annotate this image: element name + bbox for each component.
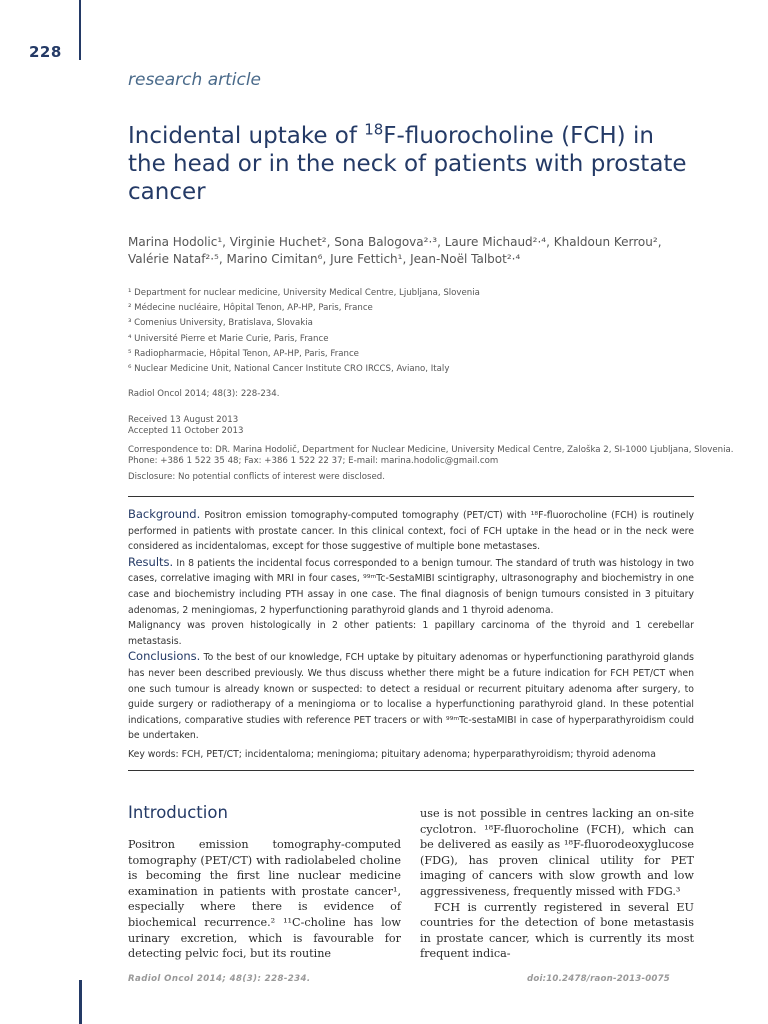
conclusions-heading: Conclusions. bbox=[128, 649, 201, 664]
background-heading: Background. bbox=[128, 507, 201, 521]
disclosure: Disclosure: No potential conflicts of interest were disclosed. bbox=[128, 472, 385, 482]
background-text: Positron emission tomography-computed tomography (PET/CT) with ¹⁸F-fluorocholine (FCH) is routinely performed in patients with prostate cancer. In this clinical context, foci of FCH uptake in the head or in the neck were considered as incidentalomas, except for those suggestive of multiple bone metastases. bbox=[128, 510, 694, 553]
title-part2: F-fluorocholine (FCH) in the head or in the neck of patients with prostate cancer bbox=[128, 123, 687, 205]
intro-paragraph-1: Positron emission tomography-computed tomography (PET/CT) with radiolabeled choline is becoming the first line nuclear medicine examination in patients with prostate cancer¹, especially where there is evidence of biochemical recurrence.² ¹¹C-choline has low urinary excretion, which is favourable for detecting pelvic foci, but its routine bbox=[128, 838, 401, 961]
intro-column-1 bbox=[128, 837, 401, 962]
abstract-top-rule bbox=[128, 496, 694, 497]
abstract-results-2: Malignancy was proven histologically in 2 other patients: 1 papillary carcinoma of the thyroid and 1 cerebellar metastasis. bbox=[128, 620, 694, 647]
affiliation-1: ¹ Department for nuclear medicine, University Medical Centre, Ljubljana, Slovenia bbox=[128, 288, 480, 298]
article-title bbox=[128, 122, 688, 206]
title-part1: Incidental uptake of bbox=[128, 123, 365, 149]
correspondence-line-1: Correspondence to: DR. Marina Hodolič, Department for Nuclear Medicine, University Medical Centre, Zaloška 2, SI-1000 Ljubljana, Slovenia. bbox=[128, 445, 734, 455]
abstract-results bbox=[128, 555, 694, 618]
top-margin-rule bbox=[79, 0, 81, 60]
affiliation-5: ⁵ Radiopharmacie, Hôpital Tenon, AP-HP, Paris, France bbox=[128, 348, 359, 359]
footer-doi: doi:10.2478/raon-2013-0075 bbox=[527, 974, 670, 984]
affiliation-4: ⁴ Université Pierre et Marie Curie, Paris, France bbox=[128, 333, 329, 344]
affiliation-2: ² Médecine nucléaire, Hôpital Tenon, AP-HP, Paris, France bbox=[128, 303, 373, 314]
results-heading: Results. bbox=[128, 554, 174, 569]
keywords: Key words: FCH, PET/CT; incidentaloma; meningioma; pituitary adenoma; hyperparathyroidism; thyroid adenoma bbox=[128, 749, 656, 760]
authors-line-1: Marina Hodolic¹, Virginie Huchet², Sona Balogova²·³, Laure Michaud²·⁴, Khaldoun Kerrou², bbox=[128, 235, 662, 249]
intro-paragraph-3: FCH is currently registered in several EU countries for the detection of bone metastasis in prostate cancer, which is currently its most frequent indica- bbox=[420, 900, 694, 961]
received-date: Received 13 August 2013 bbox=[128, 415, 239, 425]
authors-line-2: Valérie Nataf²·⁵, Marino Cimitan⁶, Jure Fettich¹, Jean-Noël Talbot²·⁴ bbox=[128, 252, 521, 266]
title-superscript: 18 bbox=[364, 120, 384, 139]
abstract-conclusions bbox=[128, 649, 694, 744]
results-text: In 8 patients the incidental focus corresponded to a benign tumour. The standard of truth was histology in two cases, correlative imaging with MRI in four cases, ⁹⁹ᵐTc-SestaMIBI scintigraphy, ultrasonography and biochemistry in one case and biochemistry including PTH assay in one case. The final diagnosis of benign tumours consisted in 3 pituitary adenomas, 2 meningiomas, 2 hyperfunctioning parathyroid glands and 1 thyroid adenoma. bbox=[128, 557, 694, 616]
bottom-margin-rule bbox=[79, 980, 82, 1024]
intro-column-2 bbox=[420, 806, 694, 962]
section-label: research article bbox=[128, 70, 262, 90]
author-list bbox=[128, 234, 688, 268]
footer-citation: Radiol Oncol 2014; 48(3): 228-234. bbox=[128, 974, 311, 984]
affiliations bbox=[128, 286, 688, 377]
conclusions-text: To the best of our knowledge, FCH uptake by pituitary adenomas or hyperfunctioning parathyroid glands has never been described previously. We thus discuss whether there might be a future indication for FCH PET/CT when one such tumour is already known or suspected: to detect a residual or recurrent pituitary adenoma after surgery, to guide surgery or radiotherapy of a meningioma or to localise a hyperfunctioning parathyroid gland. In these potential indications, comparative studies with reference PET tracers or with ⁹⁹ᵐTc-sestaMIBI in case of hyperparathyroidism could be undertaken. bbox=[128, 652, 694, 742]
citation: Radiol Oncol 2014; 48(3): 228-234. bbox=[128, 389, 280, 399]
correspondence-line-2: Phone: +386 1 522 35 48; Fax: +386 1 522 22 37; E-mail: marina.hodolic@gmail.com bbox=[128, 456, 499, 466]
affiliation-3: ³ Comenius University, Bratislava, Slovakia bbox=[128, 318, 313, 329]
abstract-background bbox=[128, 507, 694, 555]
intro-paragraph-2: use is not possible in centres lacking an on-site cyclotron. ¹⁸F-fluorocholine (FCH), which can be delivered as easily as ¹⁸F-fluorodeoxyglucose (FDG), has proven clinical utility for PET imaging of cancers with slow growth and low aggressiveness, frequently missed with FDG.³ bbox=[420, 807, 694, 898]
page-number: 228 bbox=[29, 43, 62, 61]
abstract bbox=[128, 507, 694, 744]
affiliation-6: ⁶ Nuclear Medicine Unit, National Cancer Institute CRO IRCCS, Aviano, Italy bbox=[128, 364, 450, 375]
abstract-bottom-rule bbox=[128, 770, 694, 771]
introduction-heading: Introduction bbox=[128, 803, 228, 822]
accepted-date: Accepted 11 October 2013 bbox=[128, 426, 244, 436]
